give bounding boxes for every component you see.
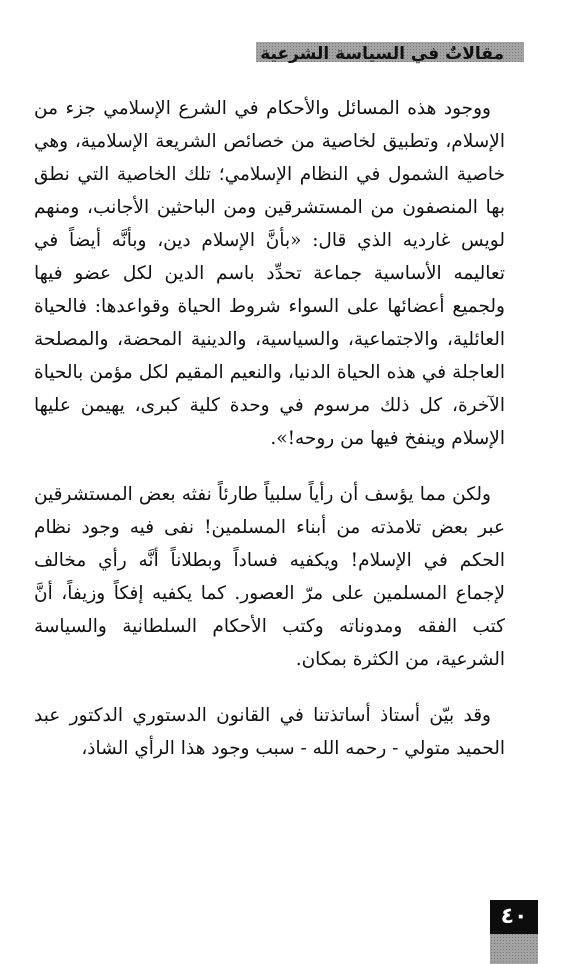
book-title: مقالاتٌ في السياسة الشرعية <box>260 44 504 64</box>
paragraph-2: ولكن مما يؤسف أن رأياً سلبياً طارئاً نفثه بعض المستشرقين عبر بعض تلامذته من أبناء المسلمين! نفى فيه وجود نظام الحكم في الإسلام! ويكفيه فساداً وبطلاناً أنَّه رأي مخالف لإجماع المسلمين على مرّ العصور. كما يكفيه إفكاً وزيفاً، أنَّ كتب الفقه ومدوناته وكتب الأحكام السلطانية والسياسة الشرعية، من الكثرة بمكان. <box>34 484 505 670</box>
page-number-tab <box>490 900 538 964</box>
page-number: ٤٠ <box>490 900 538 934</box>
paragraph-1: ووجود هذه المسائل والأحكام في الشرع الإسلامي جزء من الإسلام، وتطبيق لخاصية من خصائص الشريعة الإسلامية، وهي خاصية الشمول في النظام الإسلامي؛ تلك الخاصية التي نطق بها المنصفون من المستشرقين ومن الباحثين الأجانب، ومنهم لويس غارديه الذي قال: «بأنَّ الإسلام دين، وبأنَّه أيضاً في تعاليمه الأساسية جماعة تحدِّد باسم الدين لكل عضو فيها ولجميع أعضائها على السواء شروط الحياة وقواعدها: فالحياة العائلية، والاجتماعية، والسياسية، والدينية المحضة، والمصلحة العاجلة في هذه الحياة الدنيا، والنعيم المقيم لكل مؤمن بالحياة الآخرة، كل ذلك مرسوم في وحدة كلية كبرى، يهيمن عليها الإسلام وينفخ فيها من روحه!». <box>34 98 505 449</box>
paragraph-3: وقد بيّن أستاذ أساتذتنا في القانون الدستوري الدكتور عبد الحميد متولي - رحمه الله - سبب وجود هذا الرأي الشاذ، <box>34 705 505 759</box>
page-body <box>34 92 505 788</box>
running-header <box>32 40 504 68</box>
